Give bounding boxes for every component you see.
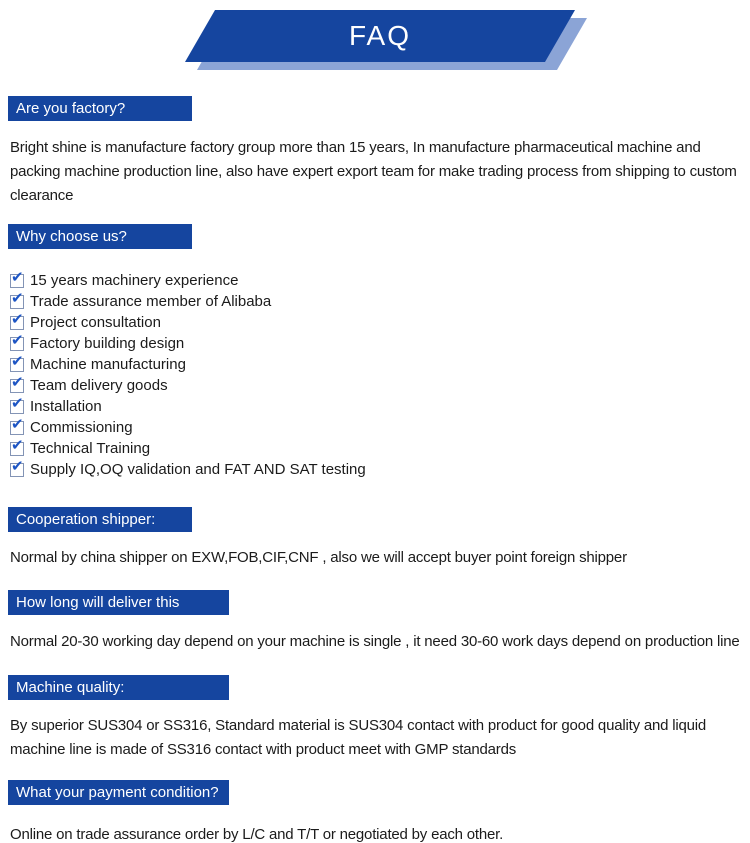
checklist-item: [10, 271, 750, 291]
checklist-item: [10, 292, 750, 312]
section-paragraph-payment-condition: Online on trade assurance order by L/C and T/T or negotiated by each other.: [10, 826, 504, 843]
checked-checkbox-icon: [10, 337, 24, 351]
checklist-item: [10, 397, 750, 417]
checklist-item-label: Project consultation: [30, 314, 161, 331]
section-paragraph-are-you-factory: Bright shine is manufacture factory group more than 15 years, In manufacture pharmaceutical machine and packing machine production line, also have expert export team for make trading process from shipping to custom clearance: [10, 139, 737, 204]
faq-banner-title: FAQ: [348, 20, 411, 51]
checklist-item: [10, 334, 750, 354]
checklist-item-label: Supply IQ,OQ validation and FAT AND SAT testing: [30, 461, 366, 478]
section-heading-delivery-time: How long will deliver this goods?: [8, 590, 229, 615]
section-paragraph-machine-quality: By superior SUS304 or SS316, Standard material is SUS304 contact with product for good quality and liquid machine line is made of SS316 contact with product meet with GMP standards: [10, 717, 707, 758]
checklist-item-label: Factory building design: [30, 335, 185, 352]
checklist-item-label: Team delivery goods: [30, 377, 168, 394]
section-heading-machine-quality: Machine quality:: [8, 675, 229, 700]
checklist-item: [10, 355, 750, 375]
checklist-item-label: Installation: [30, 398, 102, 415]
section-heading-why-choose-us: Why choose us?: [8, 224, 192, 249]
checked-checkbox-icon: [10, 463, 24, 477]
checked-checkbox-icon: [10, 400, 24, 414]
faq-banner: [0, 0, 750, 70]
checked-checkbox-icon: [10, 274, 24, 288]
checklist-item-label: Trade assurance member of Alibaba: [30, 293, 272, 310]
checklist-item: [10, 439, 750, 459]
checklist-item: [10, 418, 750, 438]
section-heading-payment-condition: What your payment condition?: [8, 780, 229, 805]
checked-checkbox-icon: [10, 358, 24, 372]
checked-checkbox-icon: [10, 421, 24, 435]
section-paragraph-delivery-time: Normal 20-30 working day depend on your machine is single , it need 30-60 work days depend on production line: [10, 633, 740, 650]
why-choose-us-checklist: [10, 271, 750, 480]
checklist-item: [10, 313, 750, 333]
section-heading-are-you-factory: Are you factory?: [8, 96, 192, 121]
checked-checkbox-icon: [10, 316, 24, 330]
checklist-item-label: Technical Training: [30, 440, 151, 457]
checklist-item-label: Machine manufacturing: [30, 356, 186, 373]
checked-checkbox-icon: [10, 295, 24, 309]
section-paragraph-cooperation-shipper: Normal by china shipper on EXW,FOB,CIF,CNF , also we will accept buyer point foreign shipper: [10, 549, 627, 566]
checklist-item: [10, 376, 750, 396]
checklist-item-label: 15 years machinery experience: [30, 272, 239, 289]
checked-checkbox-icon: [10, 442, 24, 456]
section-heading-cooperation-shipper: Cooperation shipper:: [8, 507, 192, 532]
checklist-item-label: Commissioning: [30, 419, 133, 436]
checked-checkbox-icon: [10, 379, 24, 393]
checklist-item: [10, 460, 750, 480]
